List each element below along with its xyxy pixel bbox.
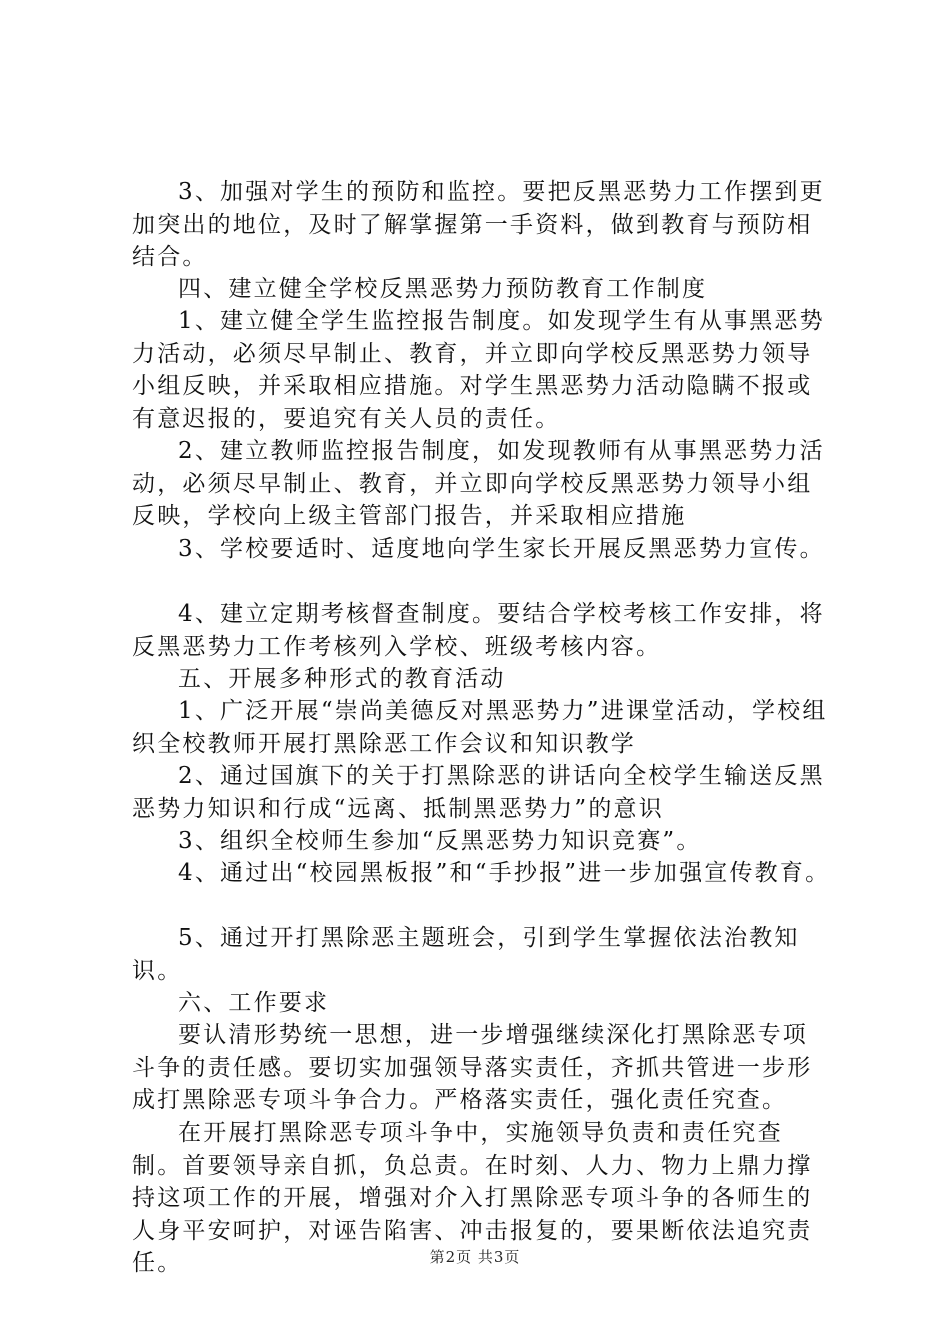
paragraph-theme-class-meeting: 5、通过开打黑除恶主题班会，引到学生掌握依法治教知识。	[132, 925, 800, 984]
paragraph-classroom-activity: 1、广泛开展“崇尚美德反对黑恶势力”进课堂活动，学校组织全校教师开展打黑除恶工作会议和知识教学	[132, 698, 828, 757]
paragraph-teacher-monitoring: 2、建立教师监控报告制度，如发现教师有从事黑恶势力活动，必须尽早制止、教育，并立即向学校反黑恶势力领导小组反映，学校向上级主管部门报告，并采取相应措施	[132, 438, 825, 529]
heading-section-four: 四、建立健全学校反黑恶势力预防教育工作制度	[178, 276, 708, 302]
paragraph-blackboard-newspaper: 4、通过出“校园黑板报”和“手抄报”进一步加强宣传教育。	[178, 860, 831, 886]
paragraph-prevention-monitoring: 3、加强对学生的预防和监控。要把反黑恶势力工作摆到更加突出的地位，及时了解掌握第一手资料，做到教育与预防相结合。	[132, 179, 825, 270]
paragraph-flag-speech: 2、通过国旗下的关于打黑除恶的讲话向全校学生输送反黑恶势力知识和行成“远离、抵制黑恶势力”的意识	[132, 763, 825, 822]
paragraph-leadership-responsibility: 在开展打黑除恶专项斗争中，实施领导负责和责任究查制。首要领导亲自抓，负总责。在时刻、人力、物力上鼎力撑持这项工作的开展，增强对介入打黑除恶专项斗争的各师生的人身平安呵护，对诬告陷害、冲击报复的，要果断依法追究责任。	[132, 1120, 813, 1276]
paragraph-work-requirements: 要认清形势统一思想，进一步增强继续深化打黑除恶专项斗争的责任感。要切实加强领导落实责任，齐抓共管进一步形成打黑除恶专项斗争合力。严格落实责任，强化责任究查。	[132, 1022, 813, 1113]
heading-section-six: 六、工作要求	[178, 990, 330, 1016]
paragraph-parent-outreach: 3、学校要适时、适度地向学生家长开展反黑恶势力宣传。	[178, 536, 825, 562]
paragraph-knowledge-contest: 3、组织全校师生参加“反黑恶势力知识竞赛”。	[178, 828, 702, 854]
heading-section-five: 五、开展多种形式的教育活动	[178, 666, 506, 692]
paragraph-student-monitoring: 1、建立健全学生监控报告制度。如发现学生有从事黑恶势力活动，必须尽早制止、教育，并立即向学校反黑恶势力领导小组反映，并采取相应措施。对学生黑恶势力活动隐瞒不报或有意迟报的，要追究有关人员的责任。	[132, 308, 825, 432]
page-number-footer: 第2页 共3页	[429, 1248, 521, 1266]
paragraph-periodic-assessment: 4、建立定期考核督查制度。要结合学校考核工作安排，将反黑恶势力工作考核列入学校、班级考核内容。	[132, 601, 825, 660]
